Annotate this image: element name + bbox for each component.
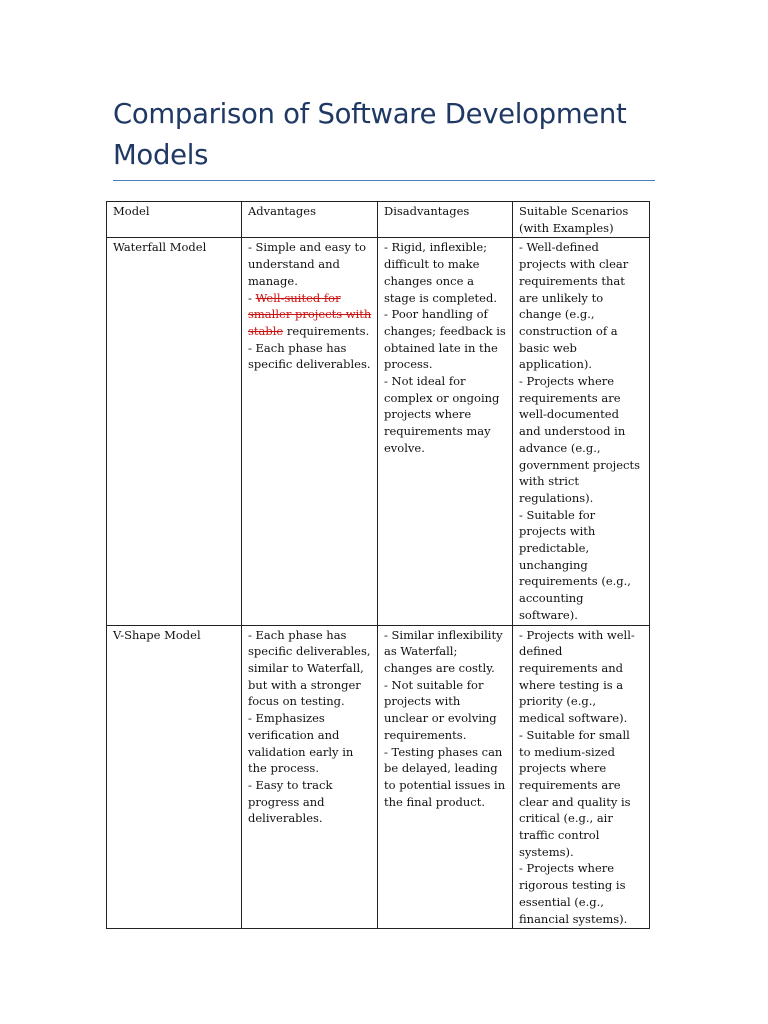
header-model: Model <box>107 202 242 238</box>
comparison-table <box>106 201 650 929</box>
table-row <box>107 625 650 929</box>
header-disadvantages: Disadvantages <box>378 202 513 238</box>
header-advantages: Advantages <box>242 202 378 238</box>
table-row <box>107 238 650 625</box>
scenarios-cell: - Well-defined projects with clear requirements that are unlikely to change (e.g., construction of a basic web application). - Projects where requirements are well-documented and understood in advance (e.g., government projects with strict regulations). - Suitable for projects with predictable, unchanging requirements (e.g., accounting software). <box>513 238 650 625</box>
header-scenarios: Suitable Scenarios (with Examples) <box>513 202 650 238</box>
deleted-text: Well-suited for smaller projects with stable <box>248 290 372 338</box>
title-underline <box>113 180 655 181</box>
page-title: Comparison of Software Development Models <box>113 98 627 171</box>
scenarios-cell: - Projects with well-defined requirements and where testing is a priority (e.g., medical software). - Suitable for small to medium-sized projects where requirements are clear and quality is critical (e.g., air traffic control systems). - Projects where rigorous testing is essential (e.g., financial systems). <box>513 625 650 929</box>
advantages-text: - Simple and easy to understand and manage. - <box>248 240 367 305</box>
advantages-cell <box>242 238 378 625</box>
disadvantages-cell: - Rigid, inflexible; difficult to make changes once a stage is completed. - Poor handling of changes; feedback is obtained late in the process. - Not ideal for complex or ongoing projects where requirements may evolve. <box>378 238 513 625</box>
table-header-row <box>107 202 650 238</box>
model-cell: Waterfall Model <box>107 238 242 625</box>
disadvantages-cell: - Similar inflexibility as Waterfall; changes are costly. - Not suitable for projects with unclear or evolving requirements. - Testing phases can be delayed, leading to potential issues in the final product. <box>378 625 513 929</box>
advantages-text: requirements. - Each phase has specific deliverables. <box>248 323 371 372</box>
model-cell: V-Shape Model <box>107 625 242 929</box>
advantages-cell: - Each phase has specific deliverables, similar to Waterfall, but with a stronger focus on testing. - Emphasizes verification and validation early in the process. - Easy to track progress and deliverables. <box>242 625 378 929</box>
